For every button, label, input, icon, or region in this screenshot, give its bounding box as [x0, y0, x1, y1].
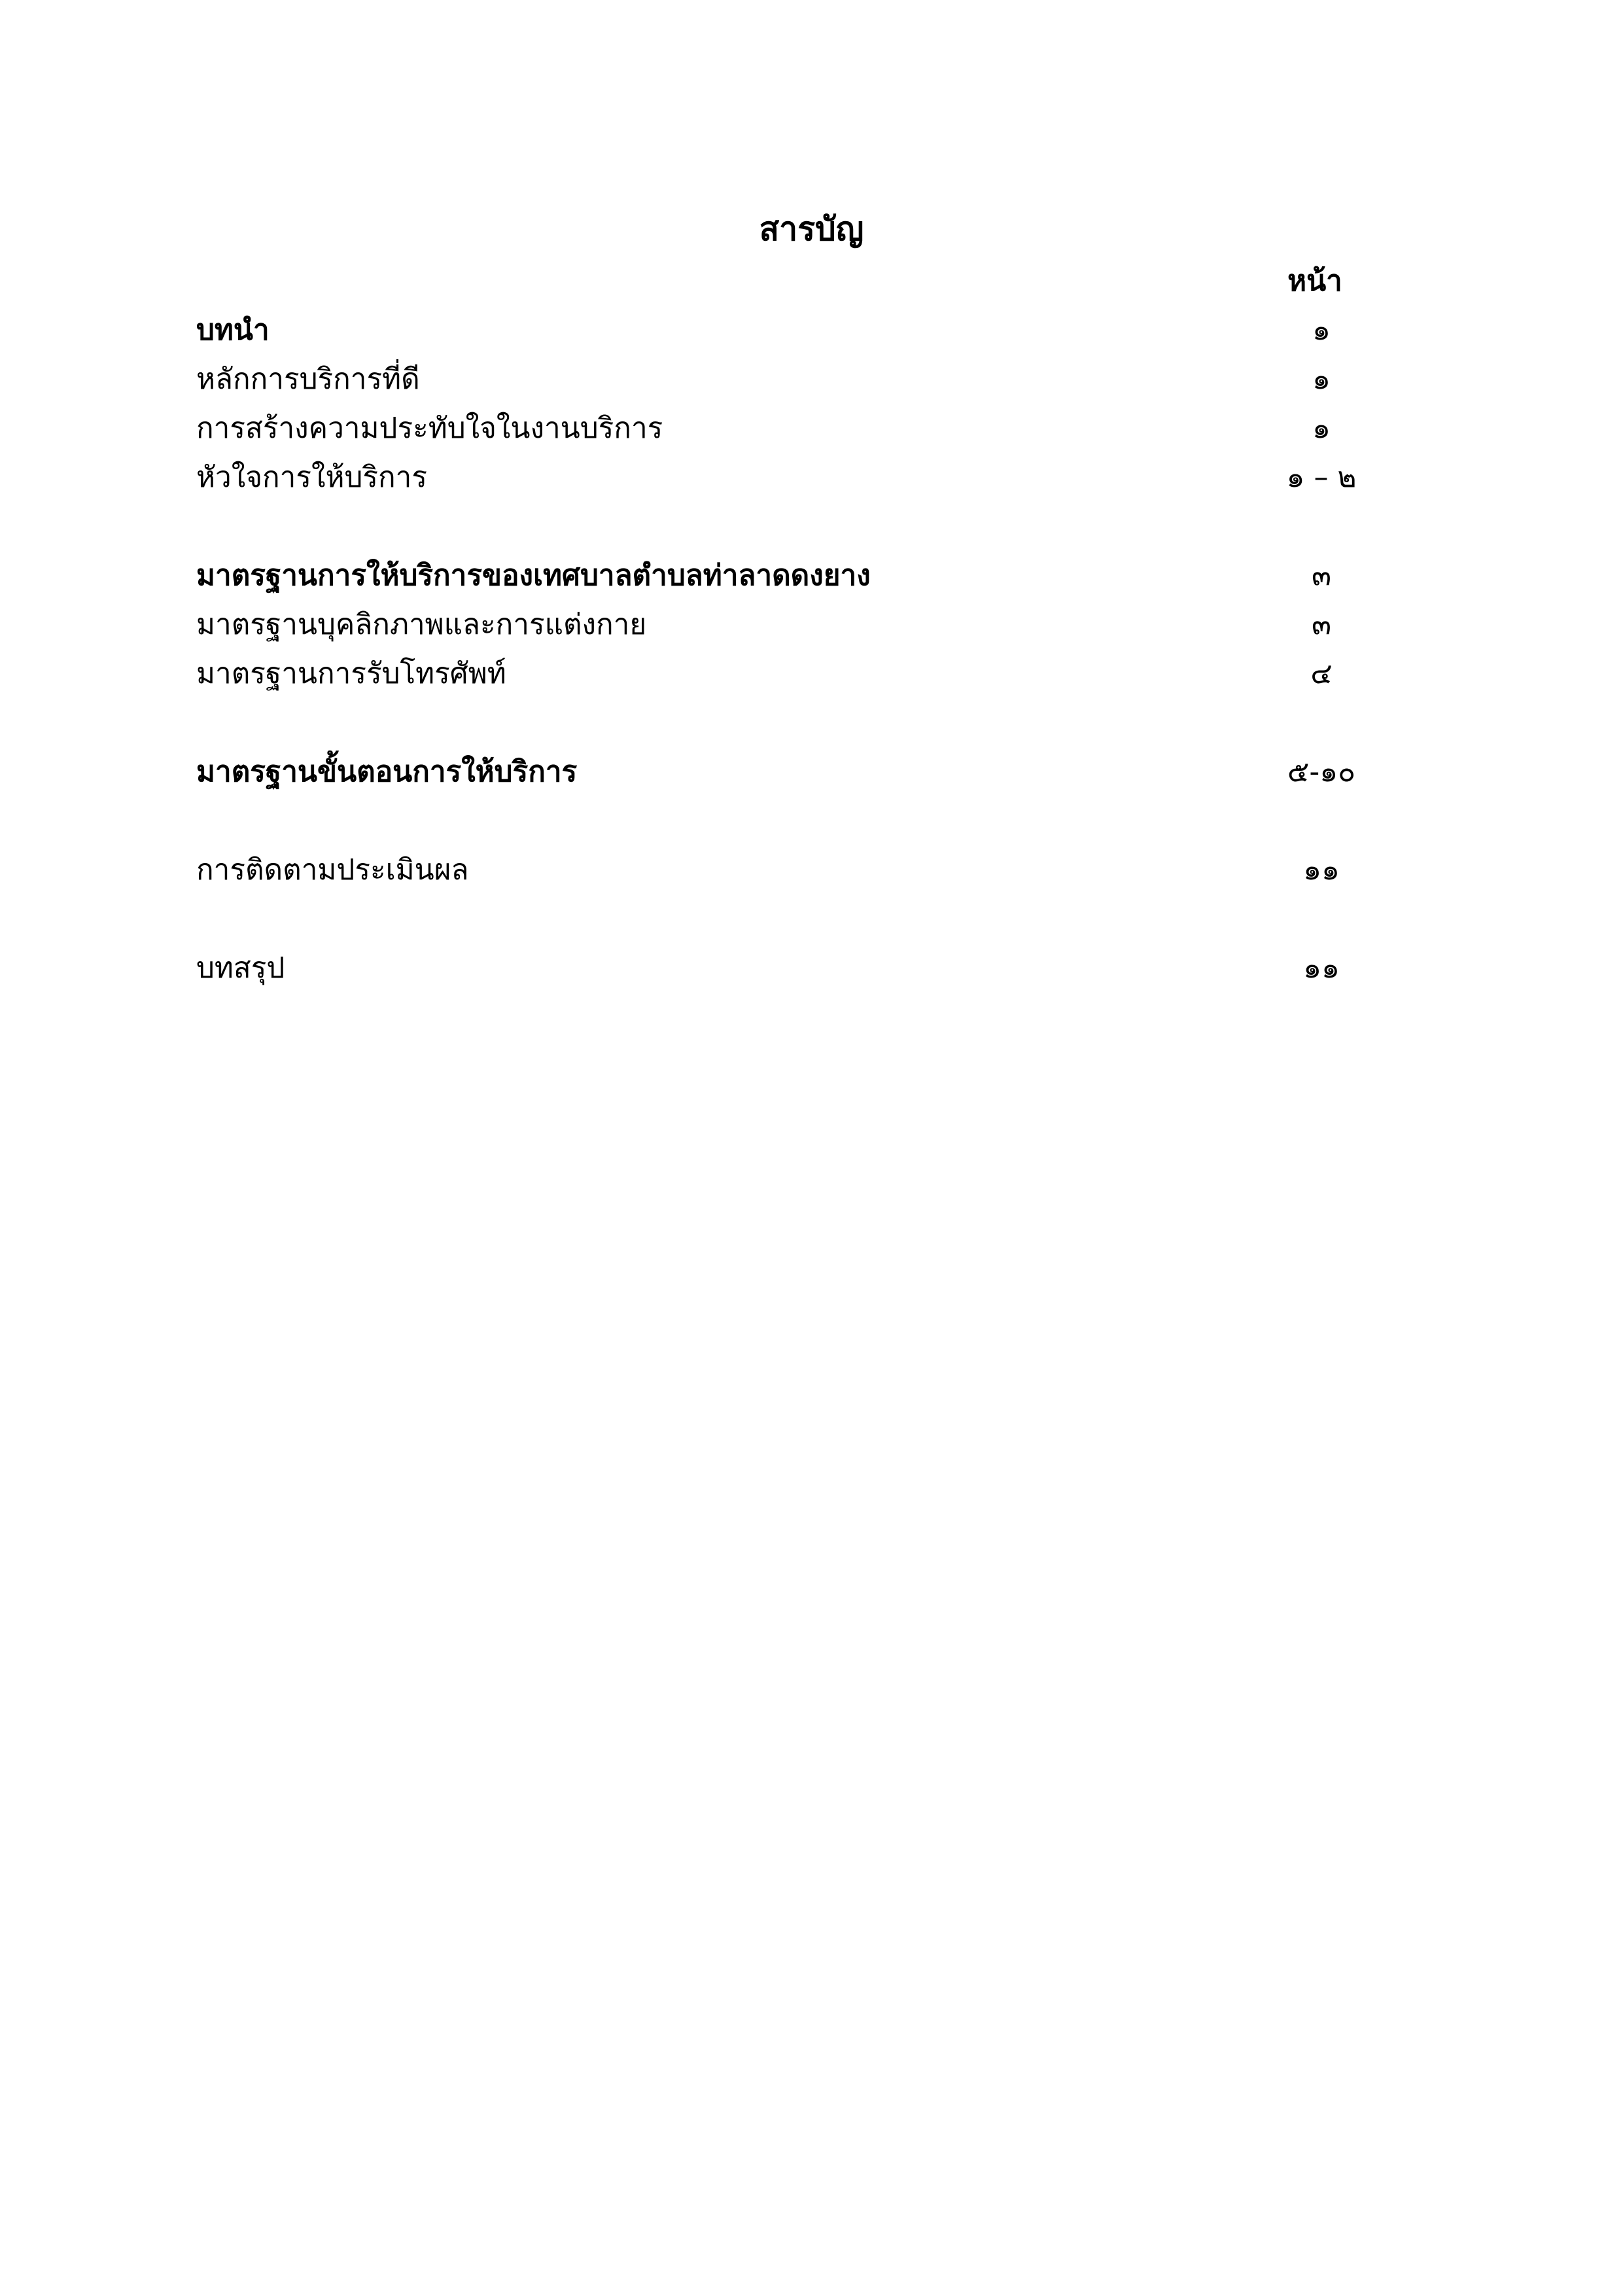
toc-entry-label: มาตรฐานการรับโทรศัพท์	[196, 657, 506, 690]
toc-entry-good-service-principles	[196, 353, 1393, 406]
page-title: สารบัญ	[759, 210, 864, 248]
toc-entry-label: หลักการบริการที่ดี	[196, 362, 420, 396]
toc-entry-label: บทสรุป	[196, 951, 285, 985]
toc-entry-label: บทนำ	[196, 313, 270, 347]
toc-entry-page-number: ๑๑	[1303, 853, 1340, 887]
page-column-header: หน้า	[1287, 264, 1342, 298]
toc-entry-label: หัวใจการให้บริการ	[196, 461, 427, 494]
toc-entry-service-standards	[196, 550, 1393, 602]
toc-entry-label: มาตรฐานการให้บริการของเทศบาลตำบลท่าลาดดงยาง	[196, 559, 871, 592]
toc-entry-service-impression	[196, 402, 1393, 455]
toc-entry-label: การสร้างความประทับใจในงานบริการ	[196, 412, 663, 445]
toc-entry-introduction	[196, 304, 1393, 357]
toc-entry-label: การติดตามประเมินผล	[196, 853, 469, 887]
toc-entry-page-number: ๑	[1312, 313, 1331, 347]
toc-entry-service-procedure-standard	[196, 746, 1393, 798]
toc-entry-page-number: ๓	[1311, 608, 1332, 641]
toc-entry-page-number: ๑	[1312, 362, 1331, 396]
toc-entry-label: มาตรฐานขั้นตอนการให้บริการ	[196, 755, 578, 788]
toc-entry-personality-dress-standard	[196, 599, 1393, 651]
toc-entry-page-number: ๑๑	[1303, 951, 1340, 985]
toc-entry-page-number: ๕-๑๐	[1287, 755, 1355, 788]
toc-entry-heart-of-service	[196, 451, 1393, 504]
toc-entry-page-number: ๑	[1312, 412, 1331, 445]
toc-entry-evaluation	[196, 844, 1393, 896]
toc-entry-label: มาตรฐานบุคลิกภาพและการแต่งกาย	[196, 608, 647, 641]
toc-entry-page-number: ๓	[1311, 559, 1332, 592]
toc-entry-telephone-standard	[196, 648, 1393, 700]
toc-entry-page-number: ๑ – ๒	[1286, 461, 1357, 494]
toc-entry-conclusion	[196, 942, 1393, 995]
toc-entry-page-number: ๔	[1310, 657, 1333, 690]
